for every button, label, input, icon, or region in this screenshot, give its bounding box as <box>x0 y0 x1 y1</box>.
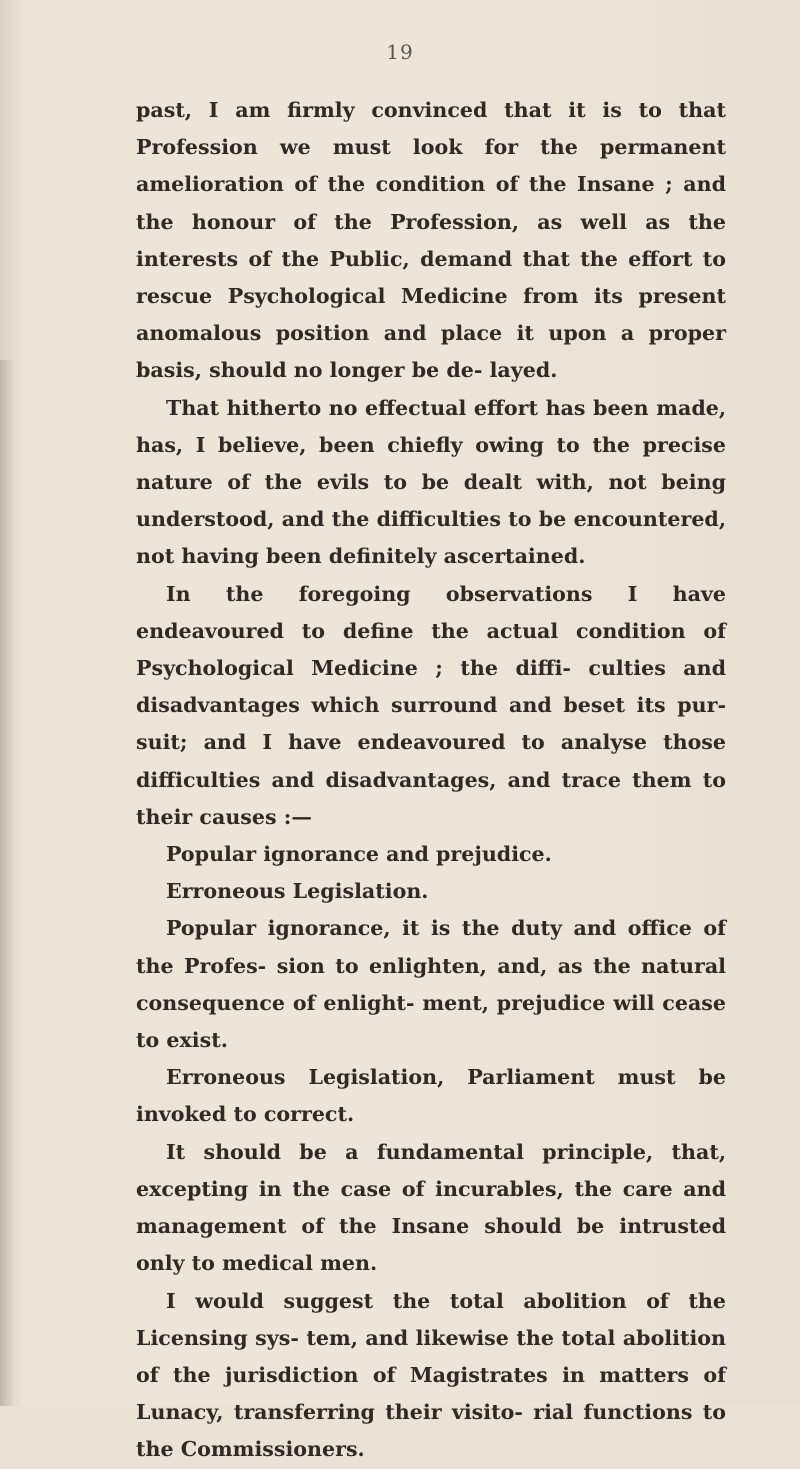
paragraph-3: In the foregoing observations I have endeavoured to define the actual condition of Psychological Medicine ; the diffi- culties and disadvantages which surround and beset its pur- suit; and I have endeavoured to analyse those difficulties and disadvantages, and trace them to their causes :— <box>136 581 726 829</box>
paragraph-2: That hitherto no effectual effort has been made, has, I believe, been chiefly owing to the precise nature of the evils to be dealt with, not being understood, and the difficulties to be encountered, not having been definitely ascertained. <box>136 395 726 569</box>
cause-item-2: Erroneous Legislation. <box>166 879 429 904</box>
paragraph-7: I would suggest the total abolition of the Licensing sys- tem, and likewise the total abolition of the jurisdiction of Magistrates in matters of Lunacy, transferring their visito- rial functions to the Commissioners. <box>136 1288 726 1462</box>
paragraph-6: It should be a fundamental principle, that, excepting in the case of incurables, the care and management of the Insane should be intrusted only to medical men. <box>136 1139 726 1276</box>
paragraph-1: past, I am firmly convinced that it is to that Profession we must look for the permanent amelioration of the condition of the Insane ; and the honour of the Profession, as well as the interests of the Public, demand that the effort to rescue Psychological Medicine from its present anomalous position and place it upon a proper basis, should no longer be de- layed. <box>136 98 726 383</box>
binding-shadow <box>0 360 14 1406</box>
cause-item-1: Popular ignorance and prejudice. <box>166 842 552 867</box>
page-number: 19 <box>386 40 414 64</box>
paragraph-5: Erroneous Legislation, Parliament must be invoked to correct. <box>136 1065 726 1127</box>
body-text <box>136 92 726 1469</box>
paragraph-4: Popular ignorance, it is the duty and office of the Profes- sion to enlighten, and, as the natural consequence of enlight- ment, prejudice will cease to exist. <box>136 916 726 1053</box>
